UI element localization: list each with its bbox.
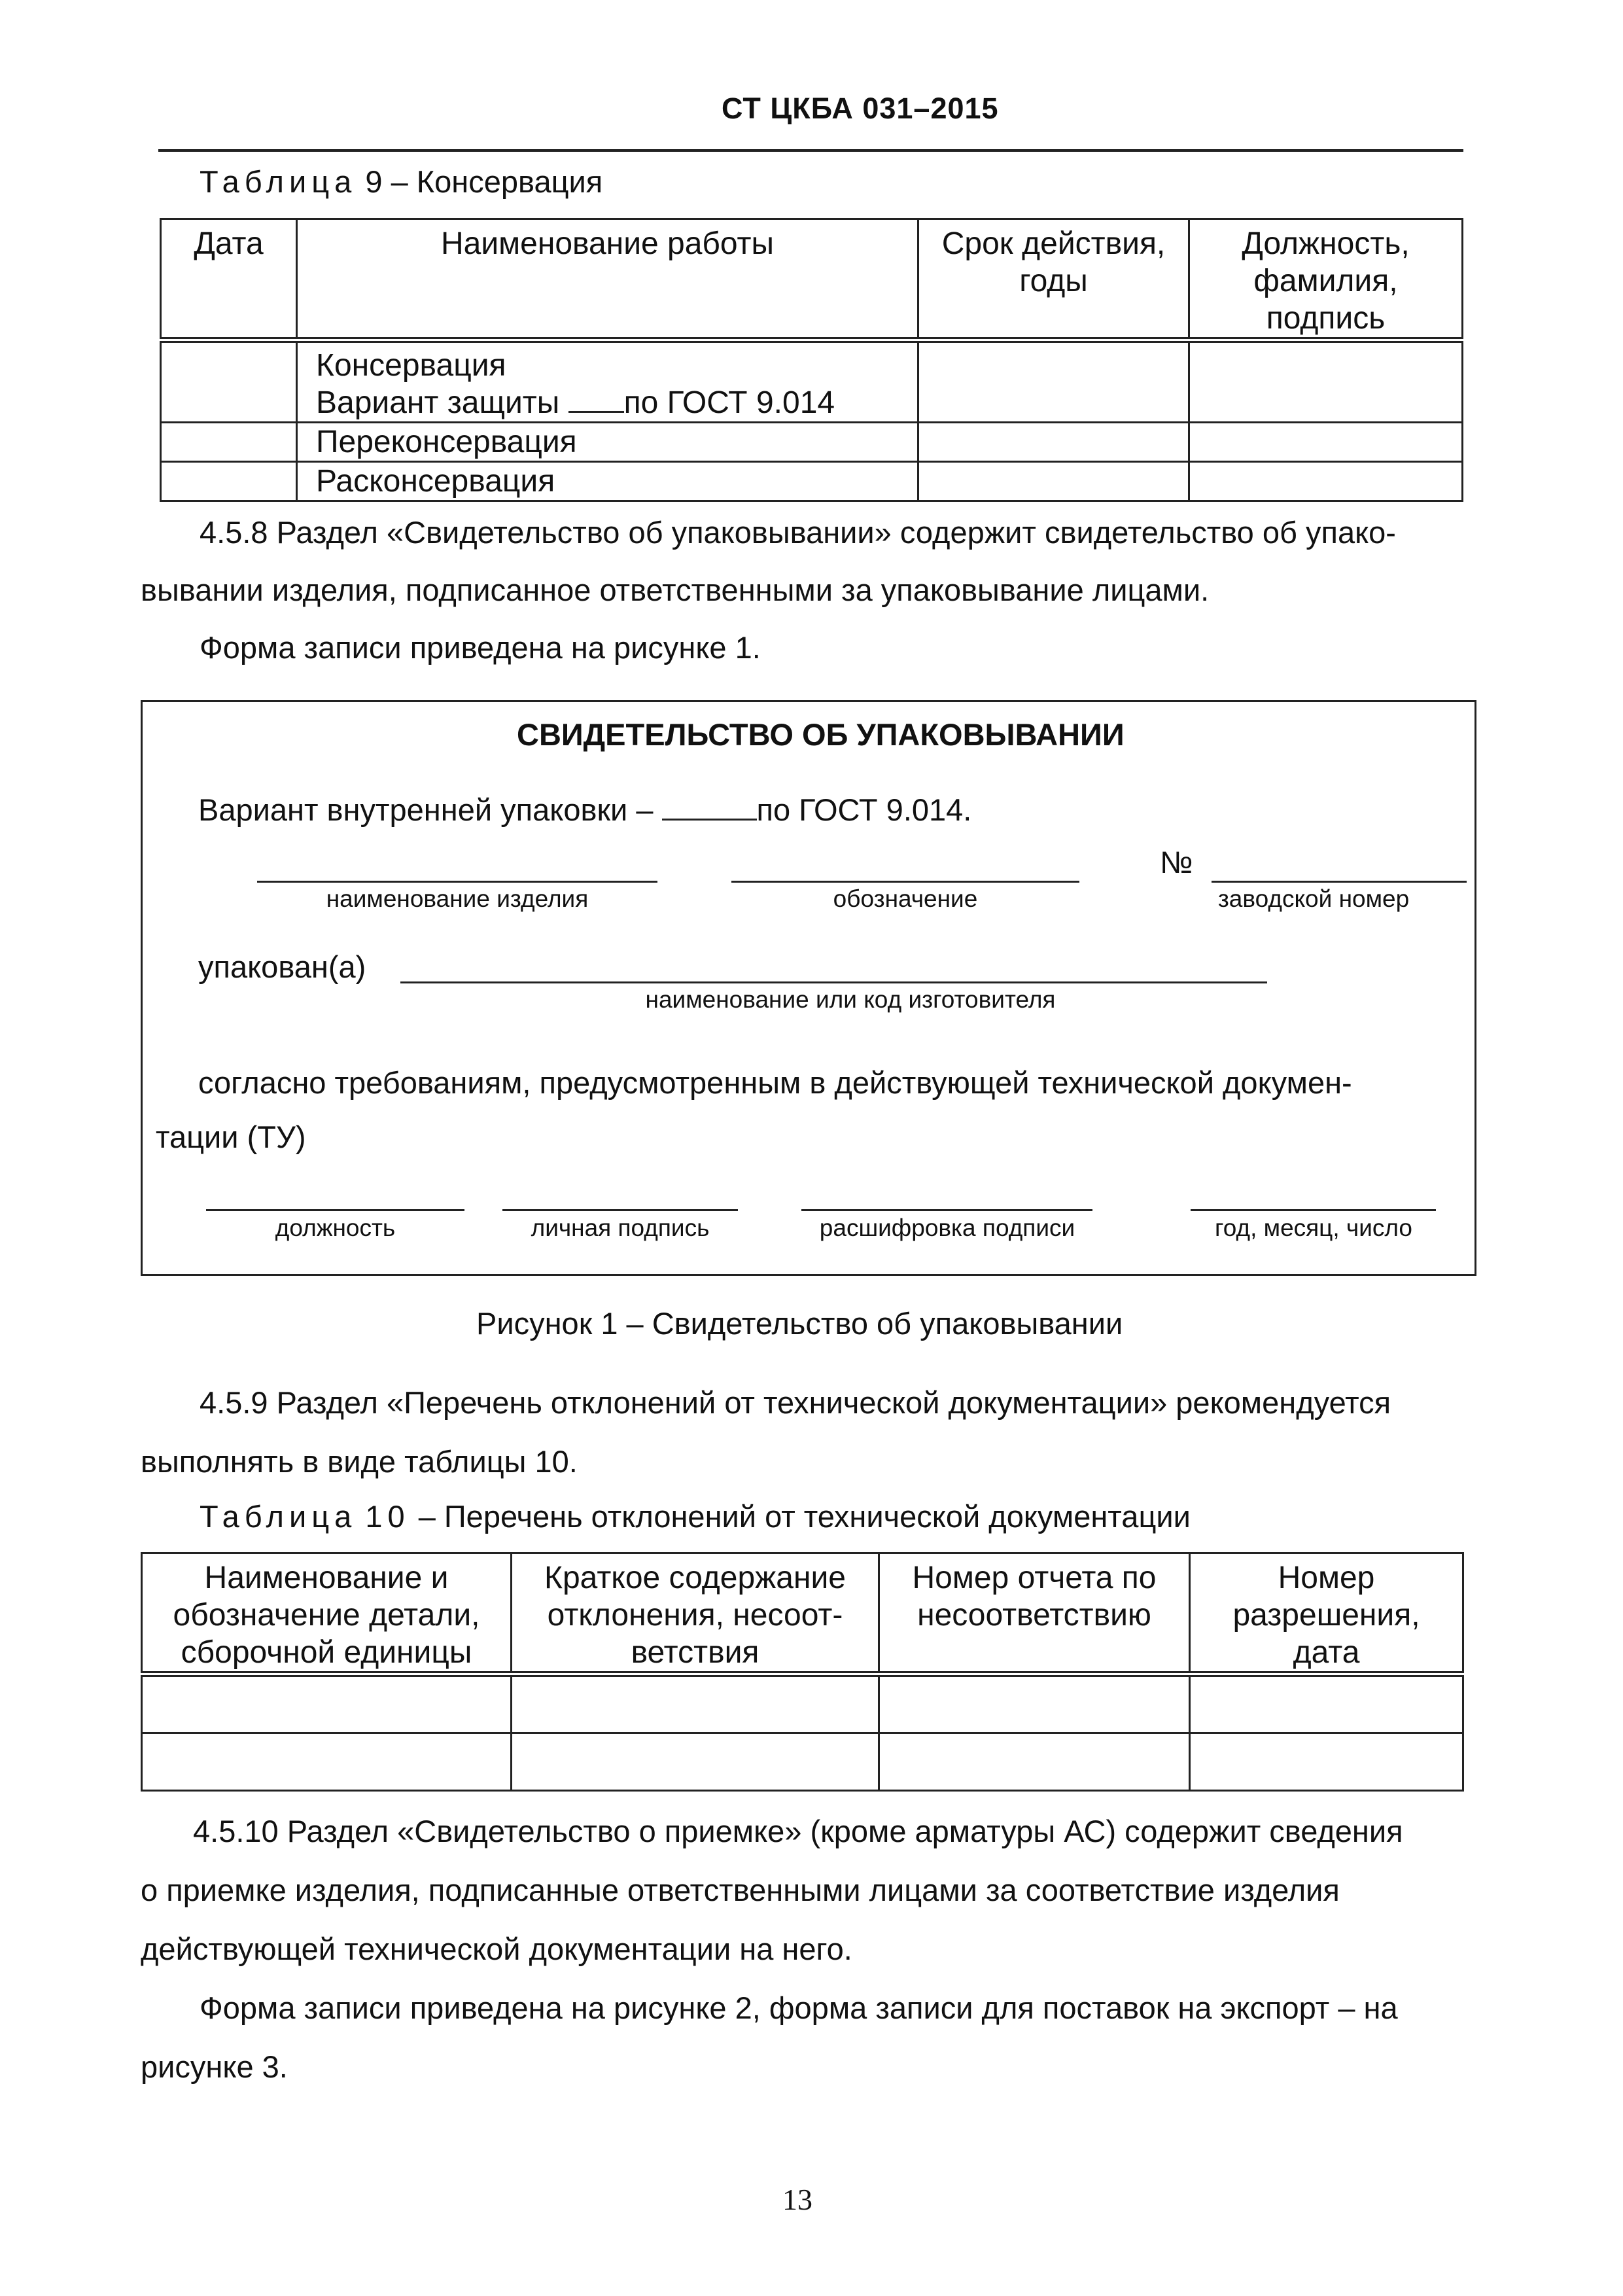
para-4510-line3: действующей технической документации на него. <box>141 1932 852 1966</box>
para-4510-line1: 4.5.10 Раздел «Свидетельство о приемке» (кроме арматуры АС) содержит сведения <box>193 1814 1403 1848</box>
table10-caption-number: 10 <box>365 1499 410 1534</box>
table10-caption-rest: – Перечень отклонений от технической документации <box>418 1499 1191 1534</box>
label-position: должность <box>275 1214 396 1241</box>
label-designation: обозначение <box>833 885 978 912</box>
figure1-caption: Рисунок 1 – Свидетельство об упаковывании <box>476 1306 1123 1341</box>
table-cell <box>918 340 1189 423</box>
table-row <box>161 340 1463 423</box>
page-number: 13 <box>782 2183 812 2216</box>
table10 <box>141 1552 1464 1792</box>
packed-by-label: упакован(а) <box>198 949 366 984</box>
table-cell <box>1189 462 1463 501</box>
table-cell <box>142 1674 512 1733</box>
table-cell <box>879 1674 1190 1733</box>
table-cell <box>512 1733 879 1791</box>
table-cell <box>879 1733 1190 1791</box>
table9-header-position: Должность, фамилия, подпись <box>1189 219 1463 340</box>
label-manufacturer: наименование или код изготовителя <box>645 986 1056 1013</box>
para-4510-line2: о приемке изделия, подписанные ответственными лицами за соответствие изделия <box>141 1873 1340 1907</box>
para-459-line2: выполнять в виде таблицы 10. <box>141 1444 578 1479</box>
table-cell <box>1190 1674 1463 1733</box>
para-458-line3: Форма записи приведена на рисунке 1. <box>200 630 761 665</box>
table9-header-date: Дата <box>161 219 297 340</box>
table9-caption-rest: – Консервация <box>391 164 603 199</box>
protection-variant-blank <box>568 385 624 413</box>
table9-caption <box>200 164 602 200</box>
table-cell <box>161 462 297 501</box>
designation-line <box>731 881 1079 883</box>
table10-header-deviation: Краткое содержание отклонения, несоот-ветствия <box>512 1553 879 1674</box>
table-cell: Расконсервация <box>297 462 918 501</box>
compliance-line2: тации (ТУ) <box>156 1120 306 1154</box>
table-row <box>161 462 1463 501</box>
product-name-line <box>257 881 657 883</box>
table-cell <box>512 1674 879 1733</box>
table10-header-report: Номер отчета по несоответствию <box>879 1553 1190 1674</box>
table9 <box>160 218 1463 502</box>
figure1-variant-gost: по ГОСТ 9.014. <box>756 792 972 827</box>
protection-variant-label: Вариант защиты <box>316 385 560 420</box>
figure1-variant-label: Вариант внутренней упаковки – <box>198 792 654 827</box>
label-date: год, месяц, число <box>1215 1214 1412 1241</box>
label-product-name: наименование изделия <box>326 885 589 912</box>
table9-row1-work-line2 <box>316 384 911 421</box>
table9-header-term: Срок действия, годы <box>918 219 1189 340</box>
table10-header-permit: Номер разрешения, дата <box>1190 1553 1463 1674</box>
table-cell <box>918 462 1189 501</box>
table-row <box>142 1674 1463 1733</box>
table-cell <box>1189 423 1463 462</box>
para-4510-line4: Форма записи приведена на рисунке 2, форма записи для поставок на экспорт – на <box>200 1990 1398 2025</box>
table-cell <box>918 423 1189 462</box>
table9-caption-number: 9 <box>365 164 383 199</box>
signature-line <box>502 1209 738 1211</box>
figure1-variant-line <box>198 792 971 828</box>
para-458-line1: 4.5.8 Раздел «Свидетельство об упаковывании» содержит свидетельство об упако- <box>200 515 1396 550</box>
table9-header-row <box>161 219 1463 340</box>
label-signature: личная подпись <box>531 1214 710 1241</box>
table9-header-work: Наименование работы <box>297 219 918 340</box>
table-row <box>161 423 1463 462</box>
table10-header-row <box>142 1553 1463 1674</box>
gost-reference: по ГОСТ 9.014 <box>623 385 835 420</box>
position-line <box>206 1209 464 1211</box>
compliance-line1: согласно требованиям, предусмотренным в действующей технической докумен- <box>198 1065 1352 1100</box>
table10-caption <box>200 1498 1191 1534</box>
para-458-line2: вывании изделия, подписанное ответственными за упаковывание лицами. <box>141 573 1210 607</box>
table-cell <box>142 1733 512 1791</box>
label-serial-number: заводской номер <box>1217 885 1410 912</box>
table10-caption-word: Таблица <box>200 1499 357 1534</box>
table9-caption-word: Таблица <box>200 164 357 199</box>
para-459-line1: 4.5.9 Раздел «Перечень отклонений от технической документации» рекомендуется <box>200 1385 1391 1420</box>
date-line <box>1191 1209 1436 1211</box>
table-cell: Переконсервация <box>297 423 918 462</box>
document-code: СТ ЦКБА 031–2015 <box>722 92 999 125</box>
para-4510-line5: рисунке 3. <box>141 2049 288 2084</box>
table-cell <box>297 340 918 423</box>
table10-header-part: Наименование и обозначение детали, сборочной единицы <box>142 1553 512 1674</box>
header-rule <box>158 149 1463 152</box>
figure1-title: СВИДЕТЕЛЬСТВО ОБ УПАКОВЫВАНИИ <box>517 717 1125 752</box>
table-cell <box>161 423 297 462</box>
table-cell <box>1189 340 1463 423</box>
table-row <box>142 1733 1463 1791</box>
serial-number-line <box>1212 881 1467 883</box>
number-sign: № <box>1160 845 1193 879</box>
signature-decode-line <box>801 1209 1092 1211</box>
label-signature-decode: расшифровка подписи <box>819 1214 1075 1241</box>
manufacturer-line <box>400 981 1267 983</box>
table9-row1-work-line1: Консервация <box>316 348 506 383</box>
table-cell <box>1190 1733 1463 1791</box>
table-cell <box>161 340 297 423</box>
figure1-variant-blank <box>662 792 757 821</box>
